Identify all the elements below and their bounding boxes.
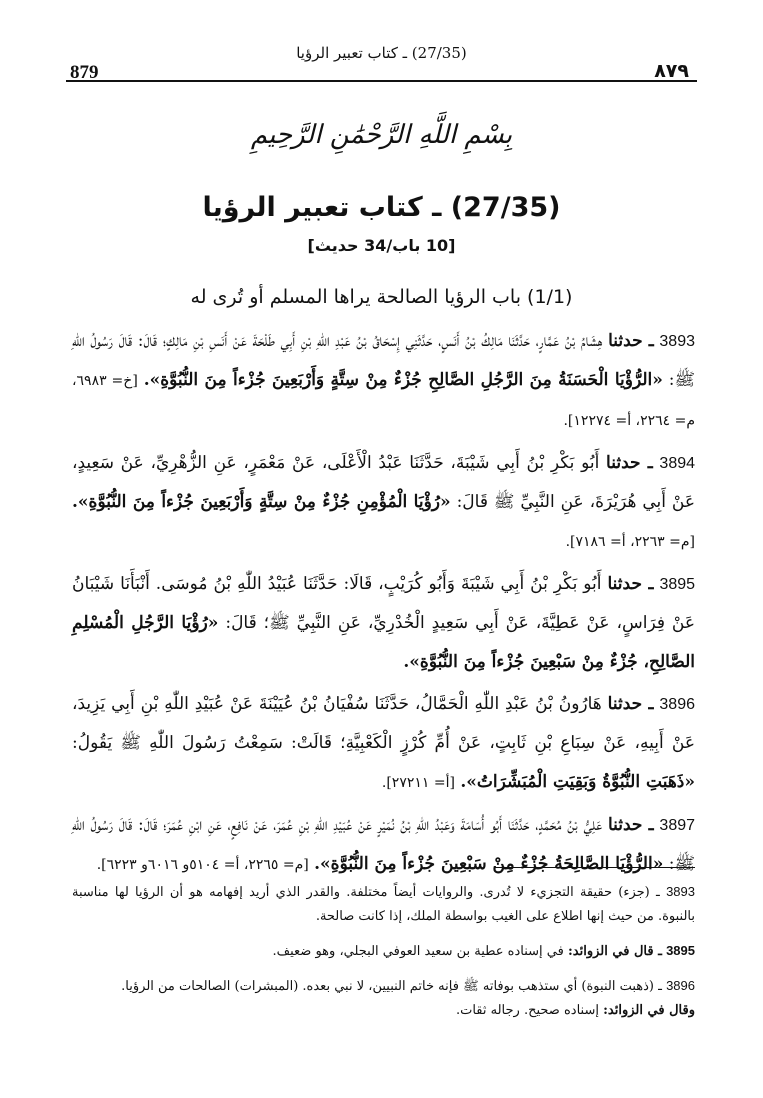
hadith-lead: ـ حدثنا xyxy=(608,331,654,351)
hadith-number: 3894 xyxy=(659,455,696,472)
hadith-lead: ـ حدثنا xyxy=(607,694,654,714)
hadith-isnad: أَبُو بَكْرِ بْنُ أَبِي شَيْبَةَ وَأَبُو كُرَيْبٍ، قَالَا: حَدَّثَنَا عُبَيْدُ اللّٰهِ بْنُ مُوسَى. أَنْبَأَنَا شَيْبَانُ عَنْ فِرَاسٍ، عَنْ عَطِيَّةَ، عَنْ أَبِي سَعِيدٍ الْخُدْرِيِّ، عَنِ النَّبِيِّ ﷺ؛ قَالَ: xyxy=(72,574,695,633)
hadith-body xyxy=(72,322,695,888)
hadith-number: 3897 xyxy=(659,817,696,834)
hadith-reference: [أ= ٢٧٢١١]. xyxy=(381,775,455,791)
footnote-item xyxy=(72,999,695,1023)
footnote-item xyxy=(72,939,695,964)
hadith-reference: [م= ٢٢٦٥، أ= ٥١٠٤و ٦٠١٦و ٦٢٢٣]. xyxy=(96,857,309,873)
footnote-number: 3896 xyxy=(666,978,695,993)
footnotes xyxy=(72,880,695,1023)
footnote-lead: ـ xyxy=(656,885,660,900)
hadith-reference: [خ= ٦٩٨٣، م= ٢٢٦٤، أ= ١٢٢٧٤]. xyxy=(72,373,695,429)
book-title: (27/35) ـ كتاب تعبير الرؤيا xyxy=(202,192,561,223)
hadith-lead: ـ حدثنا xyxy=(607,574,654,594)
footnote-text: (ذهبت النبوة) أي ستذهب بوفاته ﷺ فإنه خاتم النبيين، لا نبي بعده. (المبشرات) الصالحات من الرؤيا. xyxy=(121,979,654,994)
footnote-divider xyxy=(495,867,695,868)
footnote-item xyxy=(72,880,695,929)
book-subtitle: [10 باب/34 حديث] xyxy=(307,236,456,255)
hadith-lead: ـ حدثنا xyxy=(607,815,654,835)
hadith-entry xyxy=(72,685,695,803)
running-header-title: (27/35) ـ كتاب تعبير الرؤيا xyxy=(296,44,467,62)
footnote-text: في إسناده عطية بن سعيد العوفي البجلي، وهو ضعيف. xyxy=(272,944,564,959)
footnote-text: (جزء) حقيقة التجزيء لا تُدرى. والروايات أيضاً مختلفة. والقدر الذي أريد إفهامه هو أن الرؤيا لها مناسبة بالنبوة. من حيث إنها اطلاع على الغيب بواسطة الملك، إذا كانت صالحة. xyxy=(72,885,695,924)
footnote-text: إسناده صحيح. رجاله ثقات. xyxy=(455,1003,599,1018)
chapter-heading: (1/1) باب الرؤيا الصالحة يراها المسلم أو تُرى له xyxy=(190,286,573,308)
footnote-item xyxy=(72,974,695,999)
hadith-number: 3893 xyxy=(659,333,695,350)
hadith-number: 3895 xyxy=(659,576,696,593)
hadith-entry xyxy=(72,322,695,441)
footnote-lead: ـ قال في الزوائد: xyxy=(568,944,662,959)
hadith-isnad: هَارُونُ بْنُ عَبْدِ اللّٰهِ الْحَمَّالُ، حَدَّثَنَا سُفْيَانُ بْنُ عُيَيْنَةَ عَنْ عُبَيْدِ اللّٰهِ بْنِ أَبِي يَزِيدَ، عَنْ أَبِيهِ، عَنْ سِبَاعِ بْنِ ثَابِتٍ، عَنْ أُمِّ كُرْزٍ الْكَعْبِيَّةِ؛ قَالَتْ: سَمِعْتُ رَسُولَ اللّٰهِ ﷺ يَقُولُ: xyxy=(72,694,695,753)
hadith-entry xyxy=(72,806,695,885)
page-number-arabic: ٨٧٩ xyxy=(654,60,689,82)
hadith-entry xyxy=(72,444,695,562)
basmala-calligraphy: بِسْمِ اللَّهِ الرَّحْمَٰنِ الرَّحِيمِ xyxy=(250,120,513,150)
hadith-isnad: هِشَامُ بْنُ عَمَّارٍ، حَدَّثَنَا مَالِكُ بْنُ أَنَسٍ، حَدَّثَنِي إِسْحَاقُ بْنُ عَبْدِ اللّٰهِ بْنِ أَبِي طَلْحَةَ عَنْ أَنَسِ بْنِ مَالِكٍ؛ قَالَ: قَالَ رَسُولُ اللّٰهِ ﷺ: xyxy=(72,331,696,390)
hadith-isnad: أَبُو بَكْرِ بْنُ أَبِي شَيْبَةَ، حَدَّثَنَا عَبْدُ الْأَعْلَى، عَنْ مَعْمَرٍ، عَنِ الزُّهْرِيِّ، عَنْ سَعِيدٍ، عَنْ أَبِي هُرَيْرَةَ، عَنِ النَّبِيِّ ﷺ قَالَ: xyxy=(72,453,695,512)
footnote-number: 3893 xyxy=(666,884,695,899)
hadith-matn: «رُؤْيَا الْمُؤْمِنِ جُزْءٌ مِنْ سِتَّةٍ وَأَرْبَعِينَ جُزْءاً مِنَ النُّبُوَّةِ». xyxy=(72,492,451,512)
footnote-number: 3895 xyxy=(666,943,695,958)
hadith-matn: «الرُّؤْيَا الْحَسَنَةُ مِنَ الرَّجُلِ الصَّالِحِ جُزْءٌ مِنْ سِتَّةٍ وَأَرْبَعِينَ جُزْءاً مِنَ النُّبُوَّةِ». xyxy=(143,370,663,390)
hadith-lead: ـ حدثنا xyxy=(606,453,653,473)
hadith-matn: «ذَهَبَتِ النُّبُوَّةُ وَبَقِيَتِ الْمُبَشِّرَاتُ». xyxy=(460,772,695,792)
footnote-lead: وقال في الزوائد: xyxy=(603,1003,695,1018)
hadith-matn: «رُؤْيَا الرَّجُلِ الْمُسْلِمِ الصَّالِحِ، جُزْءٌ مِنْ سَبْعِينَ جُزْءاً مِنَ النُّبُوَّةِ». xyxy=(72,613,695,672)
header-divider xyxy=(66,80,697,82)
hadith-matn: «الرُّؤْيَا الصَّالِحَةُ جُزْءٌ مِنْ سَبْعِينَ جُزْءاً مِنَ النُّبُوَّةِ». xyxy=(314,854,664,874)
hadith-number: 3896 xyxy=(659,696,695,713)
hadith-reference: [م= ٢٢٦٣، أ= ٧١٨٦]. xyxy=(565,534,695,550)
page-number-latin: 879 xyxy=(70,62,99,83)
hadith-entry xyxy=(72,565,695,682)
footnote-lead: ـ xyxy=(658,979,662,994)
hadith-isnad: عَلِيُّ بْنُ مُحَمَّدٍ، حَدَّثَنَا أَبُو أُسَامَةَ وَعَبْدُ اللّٰهِ بْنُ نُمَيْرٍ عَنْ عُبَيْدِ اللّٰهِ بْنِ عُمَرَ، عَنْ نَافِعٍ، عَنِ ابْنِ عُمَرَ؛ قَالَ: قَالَ رَسُولُ اللّٰهِ ﷺ: xyxy=(72,815,695,874)
